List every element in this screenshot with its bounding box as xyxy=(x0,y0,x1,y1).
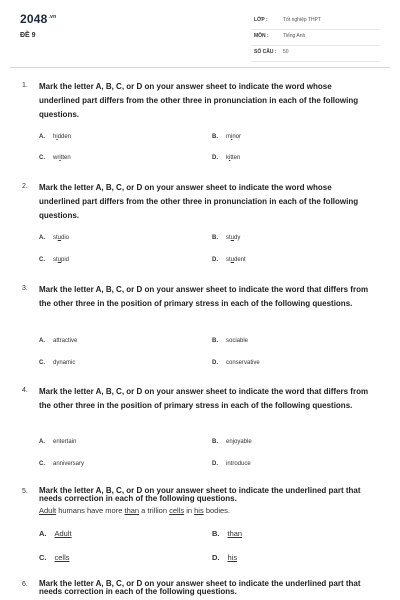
option-text: dynamic xyxy=(53,360,76,366)
option-text: st xyxy=(226,257,231,263)
meta-value: 50 xyxy=(283,49,289,55)
option-letter: A. xyxy=(39,439,45,445)
question-number: 5. xyxy=(22,488,28,495)
option-text: h xyxy=(53,134,57,140)
option-text: his xyxy=(227,553,238,562)
option-text: dio xyxy=(61,235,70,241)
option-text: introduce xyxy=(226,461,251,467)
option-underlined: u xyxy=(230,257,235,263)
option-text: tten xyxy=(230,155,241,161)
option-text: Adult xyxy=(54,529,72,538)
option-letter: B. xyxy=(212,134,218,140)
option-text: k xyxy=(226,155,229,161)
option-letter: D. xyxy=(212,257,218,263)
sentence-text: bodies. xyxy=(203,506,231,515)
option-underlined: i xyxy=(59,155,61,161)
option-text: st xyxy=(53,235,58,241)
meta-label: MÔN : xyxy=(254,33,269,39)
option-letter: C. xyxy=(39,461,45,467)
option-letter: A. xyxy=(39,338,45,344)
option-a[interactable] xyxy=(39,235,69,241)
option-b[interactable] xyxy=(212,439,252,445)
option-text: pid xyxy=(61,257,70,263)
option-letter: D. xyxy=(212,360,218,366)
option-text: dden xyxy=(57,134,72,140)
option-d[interactable] xyxy=(212,553,237,562)
option-text: than xyxy=(227,529,243,538)
option-letter: B. xyxy=(212,439,218,445)
option-a[interactable] xyxy=(39,439,76,445)
option-text: dent xyxy=(234,257,246,263)
meta-value: Tốt nghiệp THPT xyxy=(283,17,321,23)
site-logo[interactable] xyxy=(20,12,56,26)
option-letter: D. xyxy=(212,553,220,562)
option-b[interactable] xyxy=(212,529,242,538)
option-c[interactable] xyxy=(39,257,69,263)
option-a[interactable] xyxy=(39,134,71,140)
meta-label: LỚP : xyxy=(254,17,268,23)
option-letter: A. xyxy=(39,134,45,140)
option-underlined: i xyxy=(229,155,231,161)
header-divider xyxy=(10,67,390,68)
option-text: wr xyxy=(53,155,60,161)
option-b[interactable] xyxy=(212,134,241,140)
option-text: m xyxy=(226,134,231,140)
meta-row-class xyxy=(251,14,379,30)
logo-text: 2048 xyxy=(20,12,48,26)
option-letter: C. xyxy=(39,360,45,366)
option-d[interactable] xyxy=(212,257,246,263)
option-c[interactable] xyxy=(39,461,84,467)
option-letter: B. xyxy=(212,529,220,538)
option-text: dy xyxy=(234,235,241,241)
option-text: tten xyxy=(60,155,71,161)
option-text: st xyxy=(53,257,58,263)
option-a[interactable] xyxy=(39,529,72,538)
option-d[interactable] xyxy=(212,155,240,161)
option-letter: A. xyxy=(39,529,47,538)
meta-row-subject xyxy=(251,30,379,46)
option-c[interactable] xyxy=(39,553,70,562)
option-d[interactable] xyxy=(212,360,260,366)
question-number: 6. xyxy=(22,581,28,588)
question-sentence xyxy=(39,506,230,515)
option-text: anniversary xyxy=(53,461,85,467)
question-text: Mark the letter A, B, C, or D on your answer sheet to indicate the word that differs from the other three in the position of primary stress in each of the following questions. xyxy=(39,285,369,308)
option-b[interactable] xyxy=(212,235,240,241)
question-text: Mark the letter A, B, C, or D on your answer sheet to indicate the word that differs from the other three in the position of primary stress in each of the following questions. xyxy=(39,387,369,410)
underlined-part-b: than xyxy=(124,506,140,515)
option-underlined: u xyxy=(57,257,62,263)
meta-row-question-count xyxy=(251,46,379,62)
option-text: entertain xyxy=(53,439,77,445)
option-a[interactable] xyxy=(39,338,77,344)
question-text: Mark the letter A, B, C, or D on your answer sheet to indicate the underlined part that needs correction in each of the following questions. xyxy=(39,486,361,503)
question-number: 2. xyxy=(22,183,28,190)
option-underlined: i xyxy=(231,134,233,140)
option-text: st xyxy=(226,235,231,241)
option-letter: D. xyxy=(212,461,218,467)
exam-meta-table xyxy=(251,14,379,62)
option-letter: A. xyxy=(39,235,45,241)
option-text: conservative xyxy=(226,360,260,366)
question-number: 1. xyxy=(22,82,28,89)
underlined-part-d: his xyxy=(194,506,204,515)
option-letter: C. xyxy=(39,155,45,161)
meta-value: Tiếng Anh xyxy=(283,33,306,39)
sentence-text: a trillion xyxy=(139,506,170,515)
option-letter: D. xyxy=(212,155,218,161)
option-b[interactable] xyxy=(212,338,248,344)
option-text: attractive xyxy=(53,338,78,344)
question-number: 3. xyxy=(22,285,28,292)
option-text: nor xyxy=(232,134,242,140)
question-number: 4. xyxy=(22,387,28,394)
question-text: Mark the letter A, B, C, or D on your answer sheet to indicate the word whose underlined part differs from the other three in pronunciation in each of the following questions. xyxy=(39,183,359,220)
exam-code: ĐỀ 9 xyxy=(20,32,36,39)
option-letter: C. xyxy=(39,257,45,263)
underlined-part-a: Adult xyxy=(39,506,57,515)
question-text: Mark the letter A, B, C, or D on your answer sheet to indicate the word whose underlined part differs from the other three in pronunciation in each of the following questions. xyxy=(39,82,359,119)
option-text: enjoyable xyxy=(226,439,252,445)
option-text: cells xyxy=(54,553,70,562)
option-c[interactable] xyxy=(39,360,75,366)
option-underlined: i xyxy=(56,134,58,140)
sentence-text: in xyxy=(184,506,195,515)
option-d[interactable] xyxy=(212,461,251,467)
option-letter: B. xyxy=(212,338,218,344)
option-letter: C. xyxy=(39,553,47,562)
option-letter: B. xyxy=(212,235,218,241)
logo-domain: .vn xyxy=(48,14,57,20)
sentence-text: humans have more xyxy=(56,506,125,515)
option-c[interactable] xyxy=(39,155,71,161)
option-text: sociable xyxy=(226,338,249,344)
underlined-part-c: cells xyxy=(169,506,185,515)
option-underlined: u xyxy=(230,235,235,241)
option-underlined: u xyxy=(57,235,62,241)
meta-label: SỐ CÂU : xyxy=(254,49,277,55)
question-text: Mark the letter A, B, C, or D on your answer sheet to indicate the underlined part that needs correction in each of the following questions. xyxy=(39,579,361,596)
